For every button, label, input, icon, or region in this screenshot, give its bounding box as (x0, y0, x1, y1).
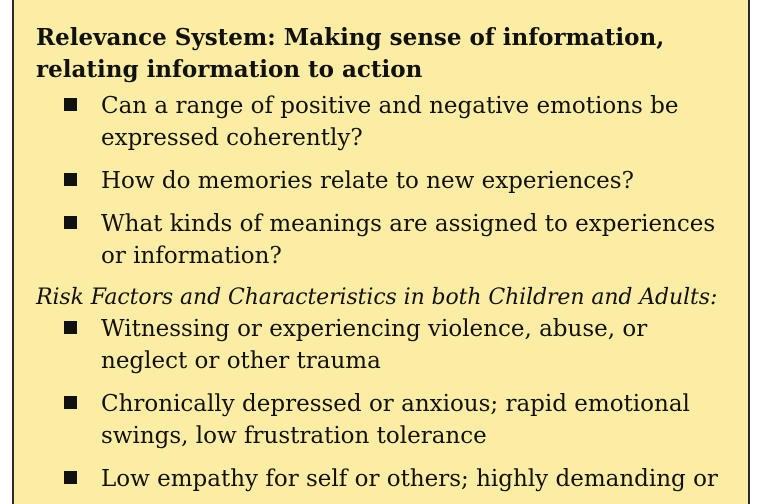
square-bullet-icon (64, 216, 77, 229)
info-box-content (36, 22, 736, 495)
question-list (36, 90, 736, 272)
risk-factor-list (36, 313, 736, 495)
square-bullet-icon (64, 173, 77, 186)
question-text: Can a range of positive and negative emotions be expressed coherently? (101, 93, 679, 151)
question-text: What kinds of meanings are assigned to experiences or information? (101, 211, 716, 269)
question-item (36, 90, 736, 154)
section-heading: Relevance System: Making sense of information, relating information to action (36, 24, 665, 83)
question-item (36, 165, 736, 197)
risk-factors-heading: Risk Factors and Characteristics in both Children and Adults: (36, 285, 718, 310)
risk-factor-text: Low empathy for self or others; highly demanding or (101, 466, 718, 492)
question-text: How do memories relate to new experiences? (101, 168, 634, 194)
risk-factor-text: Witnessing or experiencing violence, abuse, or neglect or other trauma (101, 316, 648, 374)
risk-factor-item (36, 313, 736, 377)
square-bullet-icon (64, 396, 77, 409)
risk-factor-item (36, 388, 736, 452)
square-bullet-icon (64, 98, 77, 111)
risk-factor-text: Chronically depressed or anxious; rapid emotional swings, low frustration tolerance (101, 391, 690, 449)
square-bullet-icon (64, 321, 77, 334)
question-item (36, 208, 736, 272)
square-bullet-icon (64, 471, 77, 484)
risk-factor-item (36, 463, 736, 495)
